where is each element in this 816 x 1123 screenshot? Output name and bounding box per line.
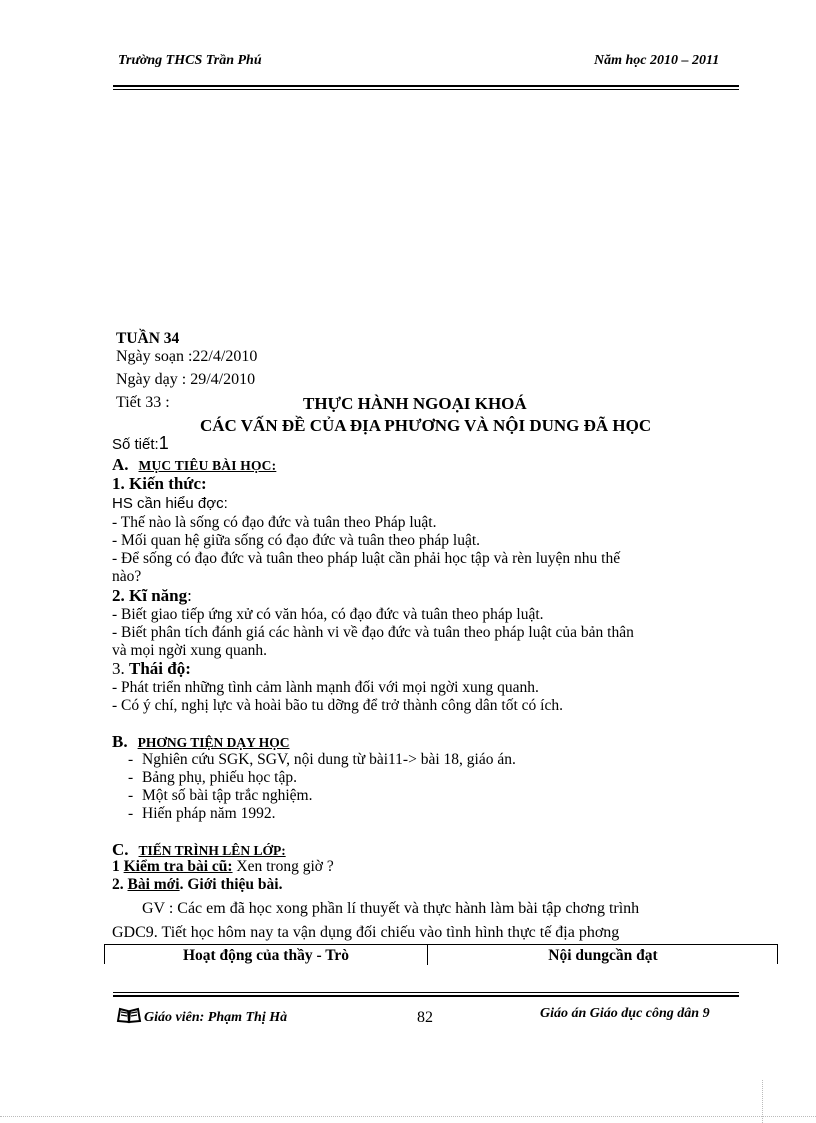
prep-date: Ngày soạn :22/4/2010	[116, 348, 258, 365]
section-b-item-3: - Một số bài tập trắc nghiệm.	[128, 787, 313, 804]
skills-heading-colon: :	[187, 586, 192, 605]
attitude-heading-text: Thái độ:	[129, 659, 191, 678]
skills-heading-text: 2. Kĩ năng	[112, 586, 188, 605]
section-b-item-2: - Bảng phụ, phiếu học tập.	[128, 769, 297, 786]
section-a-heading	[112, 455, 276, 475]
lesson-title: THỰC HÀNH NGOẠI KHOÁ	[303, 394, 527, 413]
attitude-item-2: - Có ý chí, nghị lực và hoài bão tu dỡng để trở thành công dân tốt có ích.	[112, 697, 563, 714]
period-label: Tiết 33 :	[116, 394, 170, 411]
footer-rule-thin	[113, 992, 739, 993]
book-icon	[116, 1006, 142, 1029]
attitude-item-1: - Phát triển những tình cảm lành mạnh đối với mọi ngời xung quanh.	[112, 679, 539, 696]
header-rule-thin	[113, 89, 739, 90]
week-label: TUẦN 34	[116, 330, 180, 347]
skills-heading	[112, 586, 192, 606]
lesson-subtitle: CÁC VẤN ĐỀ CỦA ĐỊA PHƯƠNG VÀ NỘI DUNG ĐÃ HỌC	[200, 416, 652, 435]
footer-subject: Giáo án Giáo dục công dân 9	[540, 1006, 710, 1021]
teach-date: Ngày dạy : 29/4/2010	[116, 371, 256, 388]
page-edge-line-vertical	[762, 1080, 763, 1123]
knowledge-item-2: - Mối quan hệ giữa sống có đạo đức và tuân theo pháp luật.	[112, 532, 481, 549]
footer-teacher-name: Giáo viên: Phạm Thị Hà	[144, 1010, 288, 1025]
section-b-heading	[112, 732, 289, 752]
section-b-letter: B.	[112, 732, 128, 751]
footer-page-number: 82	[417, 1009, 433, 1026]
table-col-teacher-student: Hoạt động của thầy - Trò	[182, 947, 350, 964]
new-text: . Giới thiệu bài.	[179, 876, 283, 893]
section-c-heading	[112, 840, 286, 860]
section-b-title: PHƠNG TIỆN DẠY HỌC	[137, 735, 290, 750]
knowledge-heading: 1. Kiến thức:	[112, 474, 207, 493]
footer-teacher	[116, 1006, 287, 1029]
new-lesson	[112, 876, 282, 894]
check-old-lesson	[112, 858, 334, 876]
section-a-letter: A.	[112, 455, 129, 474]
check-label: Kiểm tra bài cũ:	[123, 858, 233, 875]
so-tiet	[112, 433, 169, 454]
new-label: Bài mới	[127, 876, 180, 893]
activity-table-header	[104, 944, 778, 964]
section-a-title: MỤC TIÊU BÀI HỌC:	[138, 458, 277, 473]
new-num: 2.	[112, 876, 124, 893]
section-c-letter: C.	[112, 840, 129, 859]
intro-line-1: GV : Các em đã học xong phần lí thuyết và thực hành làm bài tập chơng trình	[142, 900, 640, 917]
knowledge-intro: HS cần hiểu đợc:	[112, 495, 228, 512]
header-year: Năm học 2010 – 2011	[594, 53, 720, 68]
header-school: Trường THCS Trần Phú	[118, 53, 262, 68]
check-text: Xen trong giờ ?	[232, 858, 334, 875]
knowledge-item-4: nào?	[112, 568, 142, 585]
skills-item-3: và mọi ngời xung quanh.	[112, 642, 267, 659]
check-num: 1	[112, 858, 120, 875]
section-b-item-1: - Nghiên cứu SGK, SGV, nội dung từ bài11-> bài 18, giáo án.	[128, 751, 516, 768]
header-rule-thick	[113, 85, 739, 87]
page-edge-line	[0, 1116, 816, 1117]
so-tiet-label: Số tiết:	[112, 436, 159, 453]
so-tiet-value: 1	[158, 433, 169, 453]
table-col-content: Nội dungcần đạt	[548, 947, 658, 964]
footer-rule-thick	[113, 995, 739, 997]
intro-line-2: GDC9. Tiết học hôm nay ta vận dụng đối chiếu vào tình hình thực tế địa phơng	[112, 924, 620, 941]
section-b-item-4: - Hiến pháp năm 1992.	[128, 805, 276, 822]
skills-item-1: - Biết giao tiếp ứng xử có văn hóa, có đạo đức và tuân theo pháp luật.	[112, 606, 544, 623]
knowledge-item-3: - Để sống có đạo đức và tuân theo pháp luật cần phải học tập và rèn luyện nhu thế	[112, 550, 621, 567]
section-c-title: TIẾN TRÌNH LÊN LỚP:	[138, 843, 286, 858]
skills-item-2: - Biết phân tích đánh giá các hành vi về đạo đức và tuân theo pháp luật của bản thân	[112, 624, 634, 641]
attitude-heading	[112, 659, 191, 679]
attitude-num: 3.	[112, 659, 125, 678]
knowledge-item-1: - Thế nào là sống có đạo đức và tuân theo Pháp luật.	[112, 514, 437, 531]
